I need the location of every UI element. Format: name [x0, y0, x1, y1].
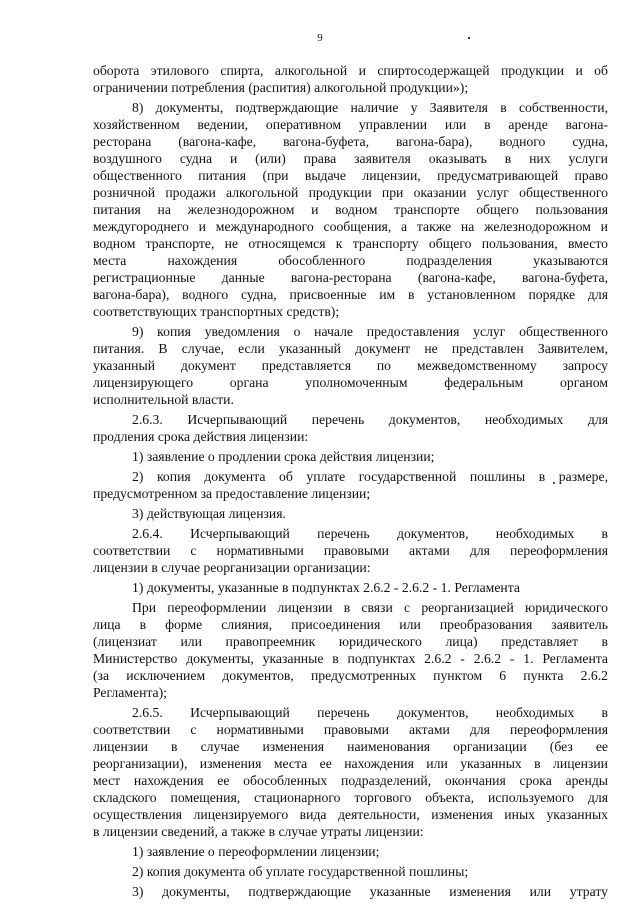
text-line: (лицензиат или правопреемник юридического лица) представляет в — [93, 634, 608, 649]
text-line: водном транспорте, не относящемся к транспорту общего пользования, вместо — [93, 236, 608, 251]
text-line: общественного питания (при выдаче лицензии, предусматривающей право — [93, 168, 608, 183]
text-line: ограничении потребления (распития) алкогольной продукции»); — [93, 80, 469, 95]
text-line: мест нахождения ее обособленных подразделений, окончания срока аренды — [93, 773, 608, 788]
text-line: осуществления лицензируемого вида деятельности, изменения иных указанных — [93, 807, 608, 822]
text-line: 1) заявление о переоформлении лицензии; — [132, 844, 380, 859]
text-line: реорганизации), изменения места ее нахождения или указанных в лицензии — [93, 756, 608, 771]
text-line: оборота этилового спирта, алкогольной и спиртосодержащей продукции и об — [93, 63, 608, 78]
text-line: При переоформлении лицензии в связи с реорганизацией юридического — [132, 600, 608, 615]
text-line: розничной продажи алкогольной продукции при оказании услуг общественного — [93, 185, 608, 200]
text-line: 2) копия документа об уплате государственной пошлины; — [132, 864, 469, 879]
text-line: предусмотренном за предоставление лицензии; — [93, 486, 371, 501]
text-line: лица в форме слияния, присоединения или преобразования заявитель — [93, 617, 608, 632]
text-line: указанный документ представляется по межведомственному запросу — [93, 358, 608, 373]
page-number: 9 — [317, 32, 323, 44]
text-line: 2.6.4. Исчерпывающий перечень документов, необходимых в — [132, 526, 608, 541]
text-line: соответствии с нормативными правовыми актами для переоформления — [93, 543, 608, 558]
text-line: лицензии в случае реорганизации организации: — [93, 560, 371, 575]
text-line: исполнительной власти. — [93, 392, 234, 407]
text-line: ресторана (вагона-кафе, вагона-буфета, вагона-бара), водного судна, — [93, 134, 608, 149]
text-line: 3) действующая лицензия. — [132, 506, 286, 521]
text-line: 1) документы, указанные в подпунктах 2.6.2 - 2.6.2 - 1. Регламента — [132, 580, 520, 595]
text-line: 3) документы, подтверждающие указанные изменения или утрату — [132, 884, 608, 899]
text-line: складского помещения, стационарного торгового объекта, используемого для — [93, 790, 608, 805]
text-line: 1) заявление о продлении срока действия лицензии; — [132, 449, 435, 464]
text-line: вагона-бара), водного судна, присвоенные им в установленном порядке для — [93, 287, 608, 302]
text-line: хозяйственном ведении, оперативном управлении или в аренде вагона- — [93, 117, 608, 132]
scan-speck — [468, 37, 470, 39]
text-line: лицензирующего органа уполномоченным федеральным органом — [93, 375, 608, 390]
text-line: лицензии в случае изменения наименования организации (без ее — [93, 739, 608, 754]
text-line: соответствующих транспортных средств); — [93, 304, 340, 319]
text-line: 2) копия документа об уплате государственной пошлины в размере, — [132, 469, 608, 484]
text-line: питания на железнодорожном и водном транспорте общего пользования — [93, 202, 608, 217]
text-line: регистрационные данные вагона-ресторана (вагона-кафе, вагона-буфета, — [93, 270, 608, 285]
text-line: питания. В случае, если указанный документ не представлен Заявителем, — [93, 341, 608, 356]
text-line: Регламента); — [93, 685, 167, 700]
text-line: 8) документы, подтверждающие наличие у Заявителя в собственности, — [132, 100, 608, 115]
text-line: (за исключением документов, предусмотренных пунктом 6 пункта 2.6.2 — [93, 668, 608, 683]
text-line: 9) копия уведомления о начале предоставления услуг общественного — [132, 324, 608, 339]
text-line: продления срока действия лицензии: — [93, 429, 309, 444]
text-line: 2.6.3. Исчерпывающий перечень документов, необходимых для — [132, 412, 608, 427]
text-line: соответствии с нормативными правовыми актами для переоформления — [93, 722, 608, 737]
text-line: воздушного судна и (или) права заявителя оказывать в них услуги — [93, 151, 608, 166]
text-line: 2.6.5. Исчерпывающий перечень документов, необходимых в — [132, 705, 608, 720]
text-line: Министерство документы, указанные в подпунктах 2.6.2 - 2.6.2 - 1. Регламента — [93, 651, 608, 666]
text-line: места нахождения обособленного подразделения указываются — [93, 253, 608, 268]
text-line: в лицензии сведений, а также в случае утраты лицензии: — [93, 824, 424, 839]
text-line: междугороднего и международного сообщения, а также на железнодорожном и — [93, 219, 608, 234]
